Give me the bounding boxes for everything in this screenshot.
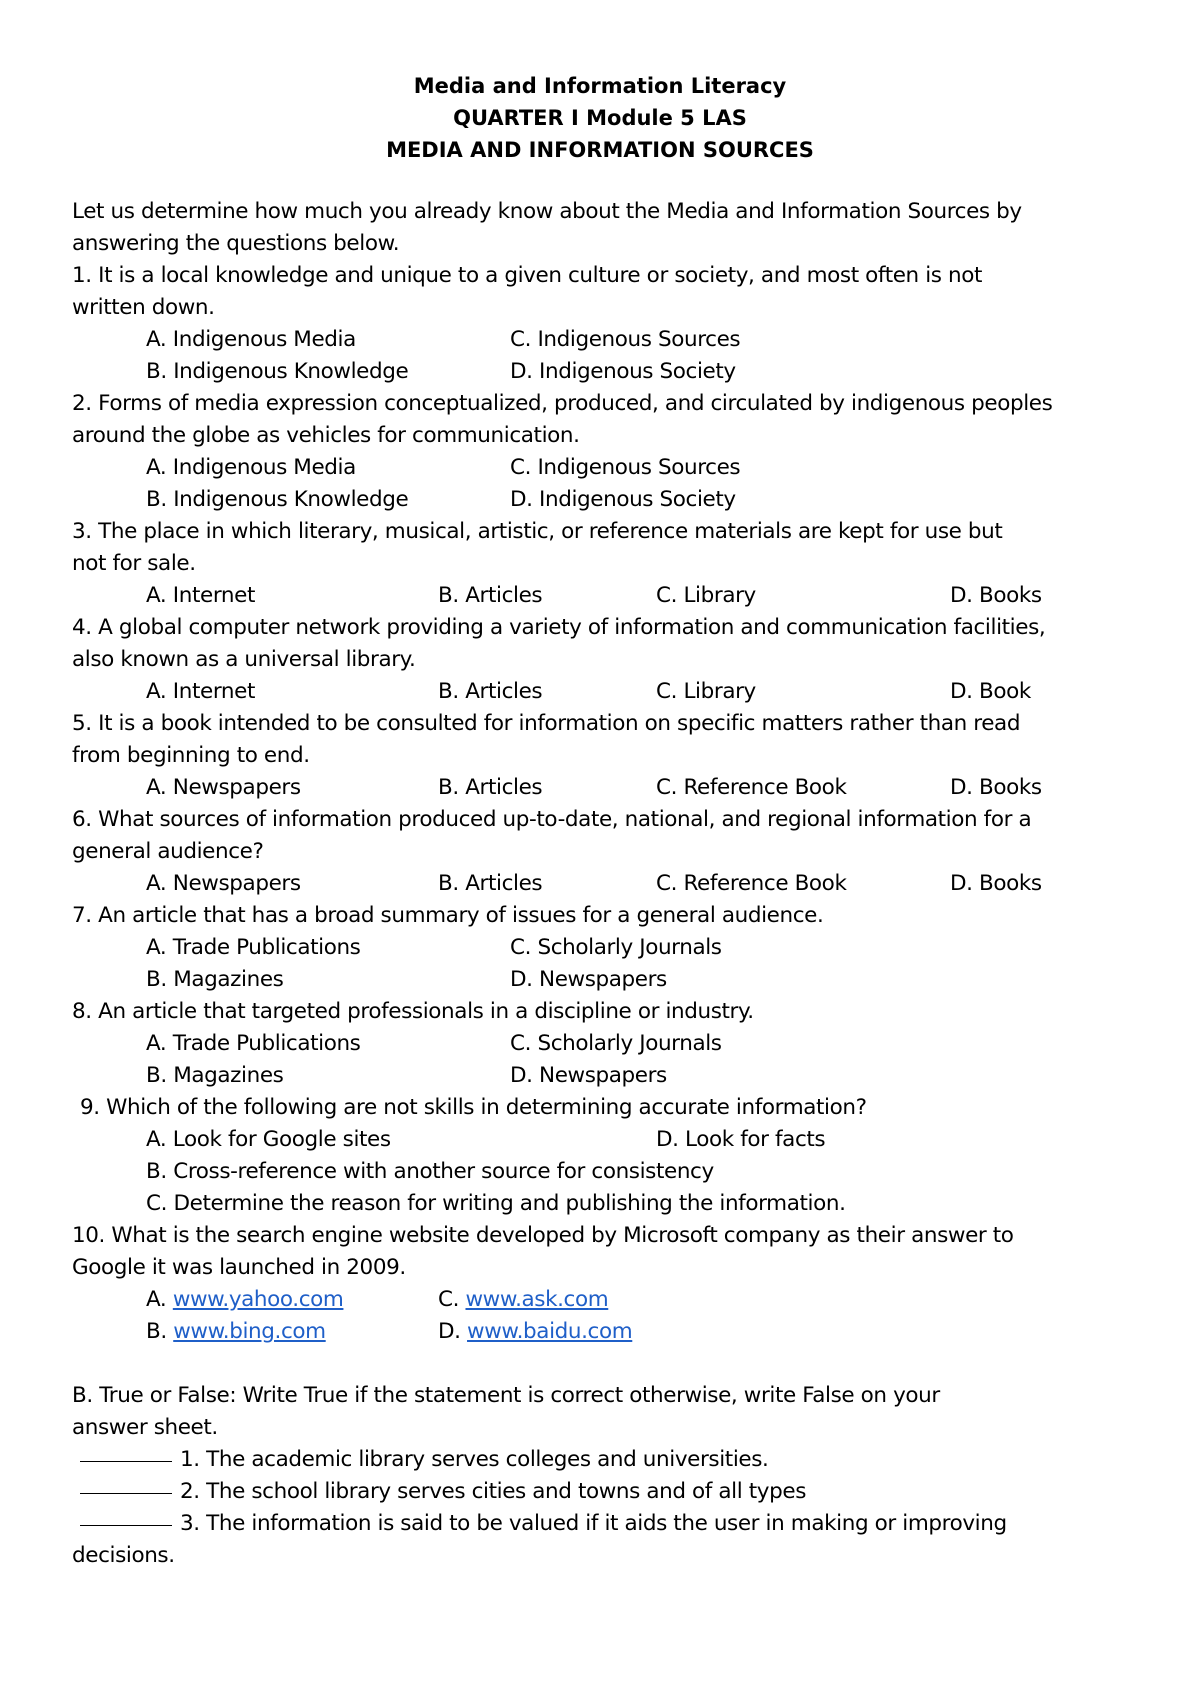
question-8-option-d: D. Newspapers [510,1063,667,1088]
question-1-line-2: written down. [72,295,215,320]
ask-link[interactable]: www.ask.com [465,1287,609,1312]
question-10-option-d-prefix: D. [438,1319,468,1344]
answer-blank[interactable] [80,1461,172,1462]
question-10-option-c [438,1284,608,1316]
true-false-item-3 [80,1508,1007,1540]
question-7-option-b: B. Magazines [146,967,284,992]
question-6-option-d: D. Books [950,871,1042,896]
question-5-option-c: C. Reference Book [656,775,847,800]
question-4-option-a: A. Internet [146,679,255,704]
question-3-line-2: not for sale. [72,551,196,576]
question-2-line-1: 2. Forms of media expression conceptualized, produced, and circulated by indigenous peoples [72,391,1053,416]
question-2-option-b: B. Indigenous Knowledge [146,487,409,512]
question-5-line-1: 5. It is a book intended to be consulted for information on specific matters rather than read [72,711,1021,736]
question-3-option-a: A. Internet [146,583,255,608]
question-5-option-b: B. Articles [438,775,543,800]
question-10-line-2: Google it was launched in 2009. [72,1255,406,1280]
question-10-option-a [146,1284,343,1316]
question-9-option-d: D. Look for facts [656,1127,826,1152]
answer-blank[interactable] [80,1493,172,1494]
question-1-option-b: B. Indigenous Knowledge [146,359,409,384]
question-7-line-1: 7. An article that has a broad summary of issues for a general audience. [72,903,824,928]
question-4-option-d: D. Book [950,679,1031,704]
question-4-option-b: B. Articles [438,679,543,704]
question-10-line-1: 10. What is the search engine website developed by Microsoft company as their answer to [72,1223,1014,1248]
question-9-option-c: C. Determine the reason for writing and publishing the information. [146,1191,846,1216]
question-9-option-a: A. Look for Google sites [146,1127,391,1152]
question-6-line-1: 6. What sources of information produced up-to-date, national, and regional information for a [72,807,1032,832]
question-4-line-2: also known as a universal library. [72,647,416,672]
question-10-option-a-prefix: A. [146,1287,173,1312]
part-b-instruction-line-2: answer sheet. [72,1415,218,1440]
question-1-line-1: 1. It is a local knowledge and unique to a given culture or society, and most often is not [72,263,983,288]
question-3-line-1: 3. The place in which literary, musical, artistic, or reference materials are kept for use but [72,519,1003,544]
question-1-option-d: D. Indigenous Society [510,359,736,384]
question-5-option-d: D. Books [950,775,1042,800]
true-false-item-1-text: 1. The academic library serves colleges and universities. [180,1447,769,1472]
question-7-option-c: C. Scholarly Journals [510,935,722,960]
question-4-line-1: 4. A global computer network providing a variety of information and communication facilities, [72,615,1046,640]
question-6-option-c: C. Reference Book [656,871,847,896]
question-6-line-2: general audience? [72,839,264,864]
yahoo-link[interactable]: www.yahoo.com [172,1287,344,1312]
baidu-link[interactable]: www.baidu.com [467,1319,633,1344]
question-9-line-1: 9. Which of the following are not skills in determining accurate information? [80,1095,867,1120]
subject-title: Media and Information Literacy [413,74,787,98]
question-7-option-a: A. Trade Publications [146,935,361,960]
question-8-option-a: A. Trade Publications [146,1031,361,1056]
module-title: QUARTER I Module 5 LAS [453,106,747,130]
question-10-option-b-prefix: B. [146,1319,174,1344]
question-9-option-b: B. Cross-reference with another source for consistency [146,1159,714,1184]
question-1-option-a: A. Indigenous Media [146,327,356,352]
question-3-option-d: D. Books [950,583,1042,608]
question-3-option-c: C. Library [656,583,756,608]
question-2-option-c: C. Indigenous Sources [510,455,741,480]
topic-title: MEDIA AND INFORMATION SOURCES [386,138,814,162]
question-2-option-a: A. Indigenous Media [146,455,356,480]
part-b-instruction-line-1: B. True or False: Write True if the statement is correct otherwise, write False on your [72,1383,940,1408]
question-8-option-b: B. Magazines [146,1063,284,1088]
question-1-option-c: C. Indigenous Sources [510,327,741,352]
answer-blank[interactable] [80,1525,172,1526]
true-false-item-2 [80,1476,806,1508]
true-false-item-3-continuation: decisions. [72,1543,175,1568]
question-8-option-c: C. Scholarly Journals [510,1031,722,1056]
true-false-item-3-text: 3. The information is said to be valued if it aids the user in making or improving [180,1511,1007,1536]
intro-line-2: answering the questions below. [72,231,400,256]
true-false-item-2-text: 2. The school library serves cities and towns and of all types [180,1479,806,1504]
question-5-line-2: from beginning to end. [72,743,310,768]
question-3-option-b: B. Articles [438,583,543,608]
question-7-option-d: D. Newspapers [510,967,667,992]
question-8-line-1: 8. An article that targeted professionals in a discipline or industry. [72,999,754,1024]
question-10-option-b [146,1316,326,1348]
question-10-option-d [438,1316,632,1348]
question-2-line-2: around the globe as vehicles for communication. [72,423,580,448]
bing-link[interactable]: www.bing.com [173,1319,326,1344]
true-false-item-1 [80,1444,768,1476]
question-5-option-a: A. Newspapers [146,775,301,800]
question-6-option-a: A. Newspapers [146,871,301,896]
intro-line-1: Let us determine how much you already know about the Media and Information Sources by [72,199,1022,224]
question-10-option-c-prefix: C. [438,1287,466,1312]
question-2-option-d: D. Indigenous Society [510,487,736,512]
question-6-option-b: B. Articles [438,871,543,896]
question-4-option-c: C. Library [656,679,756,704]
